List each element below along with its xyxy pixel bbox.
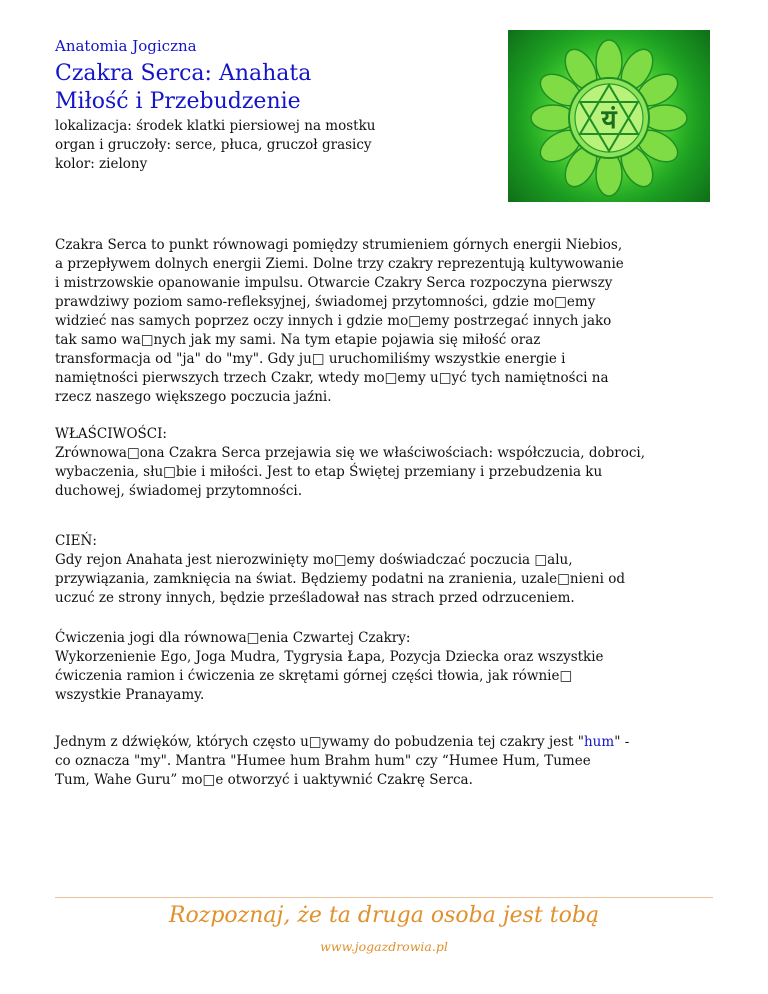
mantra-line-3: Tum, Wahe Guru” mo□e otworzyć i uaktywnić Czakrę Serca. xyxy=(55,772,473,788)
intro-line: a przepływem dolnych energii Ziemi. Dolne trzy czakry reprezentują kultywowanie xyxy=(55,256,624,272)
intro-line: prawdziwy poziom samo-refleksyjnej, świadomej przytomności, gdzie mo□emy xyxy=(55,294,596,310)
exercises-line: Wykorzenienie Ego, Joga Mudra, Tygrysia Łapa, Pozycja Dziecka oraz wszystkie xyxy=(55,649,604,665)
title-line-1: Czakra Serca: Anahata xyxy=(55,61,312,86)
kicker: Anatomia Jogiczna xyxy=(55,37,197,55)
page-title xyxy=(55,60,311,116)
mantra-line-1 xyxy=(55,733,725,752)
color-line: kolor: zielony xyxy=(55,156,148,172)
qualities-line: Zrównowa□ona Czakra Serca przejawia się we właściwościach: współczucia, dobroci, xyxy=(55,445,646,461)
footer-motto: Rozpoznaj, że ta druga osoba jest tobą xyxy=(168,903,600,928)
mantra-highlight: hum xyxy=(583,734,615,750)
intro-paragraph xyxy=(55,236,725,407)
qualities-section xyxy=(55,425,725,501)
qualities-line: wybaczenia, słu□bie i miłości. Jest to etap Świętej przemiany i przebudzenia ku xyxy=(55,464,603,480)
location-line: lokalizacja: środek klatki piersiowej na mostku xyxy=(55,118,376,134)
shadow-heading: CIEŃ: xyxy=(55,533,97,549)
anahata-symbol-icon xyxy=(508,30,710,202)
shadow-line: Gdy rejon Anahata jest nierozwinięty mo□emy doświadczać poczucia □alu, xyxy=(55,552,573,568)
mantra-line-2: co oznacza "my". Mantra "Humee hum Brahm hum" czy “Humee Hum, Tumee xyxy=(55,753,591,769)
intro-line: widzieć nas samych poprzez oczy innych i gdzie mo□emy postrzegać innych jako xyxy=(55,313,612,329)
footer-divider xyxy=(55,897,713,898)
mantra-text-end: " - xyxy=(614,734,630,750)
intro-line: tak samo wa□nych jak my sami. Na tym etapie pojawia się miłość oraz xyxy=(55,332,541,348)
intro-line: Czakra Serca to punkt równowagi pomiędzy strumieniem górnych energii Niebios, xyxy=(55,237,623,253)
shadow-line: przywiązania, zamknięcia na świat. Będziemy podatni na zranienia, uzale□nieni od xyxy=(55,571,625,587)
exercises-section xyxy=(55,629,725,705)
exercises-line: wszystkie Pranayamy. xyxy=(55,687,205,703)
footer-website[interactable]: www.jogazdrowia.pl xyxy=(320,939,448,954)
shadow-section xyxy=(55,532,725,608)
title-line-2: Miłość i Przebudzenie xyxy=(55,89,301,114)
qualities-heading: WŁAŚCIWOŚCI: xyxy=(55,426,167,442)
shadow-line: uczuć ze strony innych, będzie prześladował nas strach przed odrzuceniem. xyxy=(55,590,575,606)
intro-line: rzecz naszego większego poczucia jaźni. xyxy=(55,389,332,405)
chakra-facts xyxy=(55,117,375,174)
anahata-chakra-image xyxy=(508,30,710,202)
intro-line: transformacja od "ja" do "my". Gdy ju□ uruchomiliśmy wszystkie energie i xyxy=(55,351,566,367)
organs-line: organ i gruczoły: serce, płuca, gruczoł grasicy xyxy=(55,137,372,153)
mantra-text: Jednym z dźwięków, których często u□ywamy do pobudzenia tej czakry jest " xyxy=(55,734,584,750)
intro-line: namiętności pierwszych trzech Czakr, wtedy mo□emy u□yć tych namiętności na xyxy=(55,370,609,386)
qualities-line: duchowej, świadomej przytomności. xyxy=(55,483,303,499)
intro-line: i mistrzowskie opanowanie impulsu. Otwarcie Czakry Serca rozpoczyna pierwszy xyxy=(55,275,613,291)
exercises-line: ćwiczenia ramion i ćwiczenia ze skrętami górnej części tłowia, jak równie□ xyxy=(55,668,573,684)
exercises-heading: Ćwiczenia jogi dla równowa□enia Czwartej Czakry: xyxy=(55,630,411,646)
mantra-section xyxy=(55,733,725,790)
bija-mantra-glyph: यं xyxy=(601,105,617,135)
